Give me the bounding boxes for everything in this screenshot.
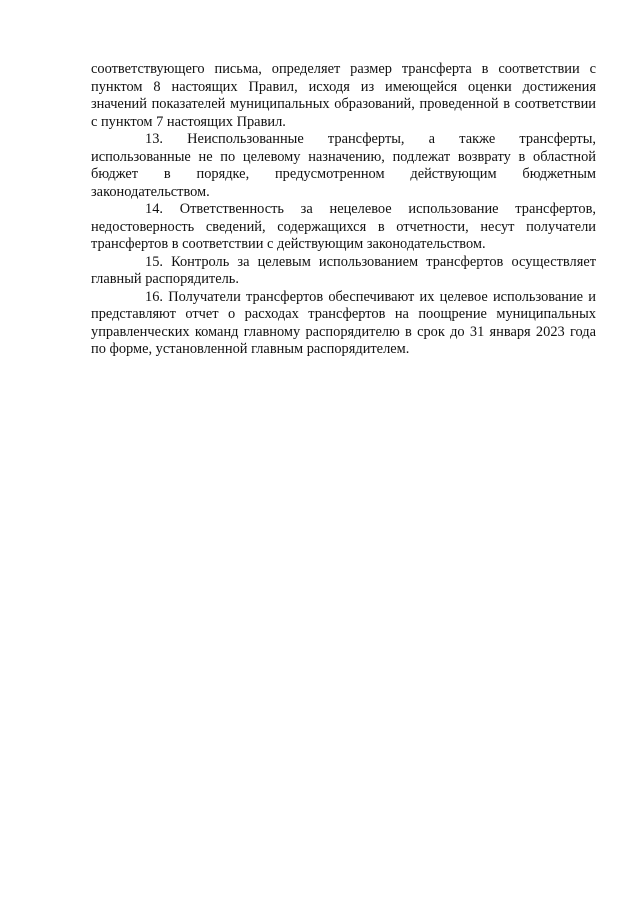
paragraph-continuation: соответствующего письма, определяет размер трансферта в соответствии с пунктом 8 настоящих Правил, исходя из имеющейся оценки достижения значений показателей муниципальных образований, проведенной в соответствии с пунктом 7 настоящих Правил.	[91, 61, 596, 130]
document-body	[91, 61, 596, 359]
paragraph-16: 16. Получатели трансфертов обеспечивают их целевое использование и представляют отчет о расходах трансфертов на поощрение муниципальных управленческих команд главному распорядителю в срок до 31 января 2023 года по форме, установленной главным распорядителем.	[91, 288, 596, 357]
paragraph-14: 14. Ответственность за нецелевое использование трансфертов, недостоверность сведений, содержащихся в отчетности, несут получатели трансфертов в соответствии с действующим законодательством.	[91, 201, 596, 252]
paragraph-13: 13. Неиспользованные трансферты, а также трансферты, использованные не по целевому назначению, подлежат возврату в областной бюджет в порядке, предусмотренном действующим бюджетным законодательством.	[91, 131, 596, 200]
paragraph-15: 15. Контроль за целевым использованием трансфертов осуществляет главный распорядитель.	[91, 253, 596, 287]
